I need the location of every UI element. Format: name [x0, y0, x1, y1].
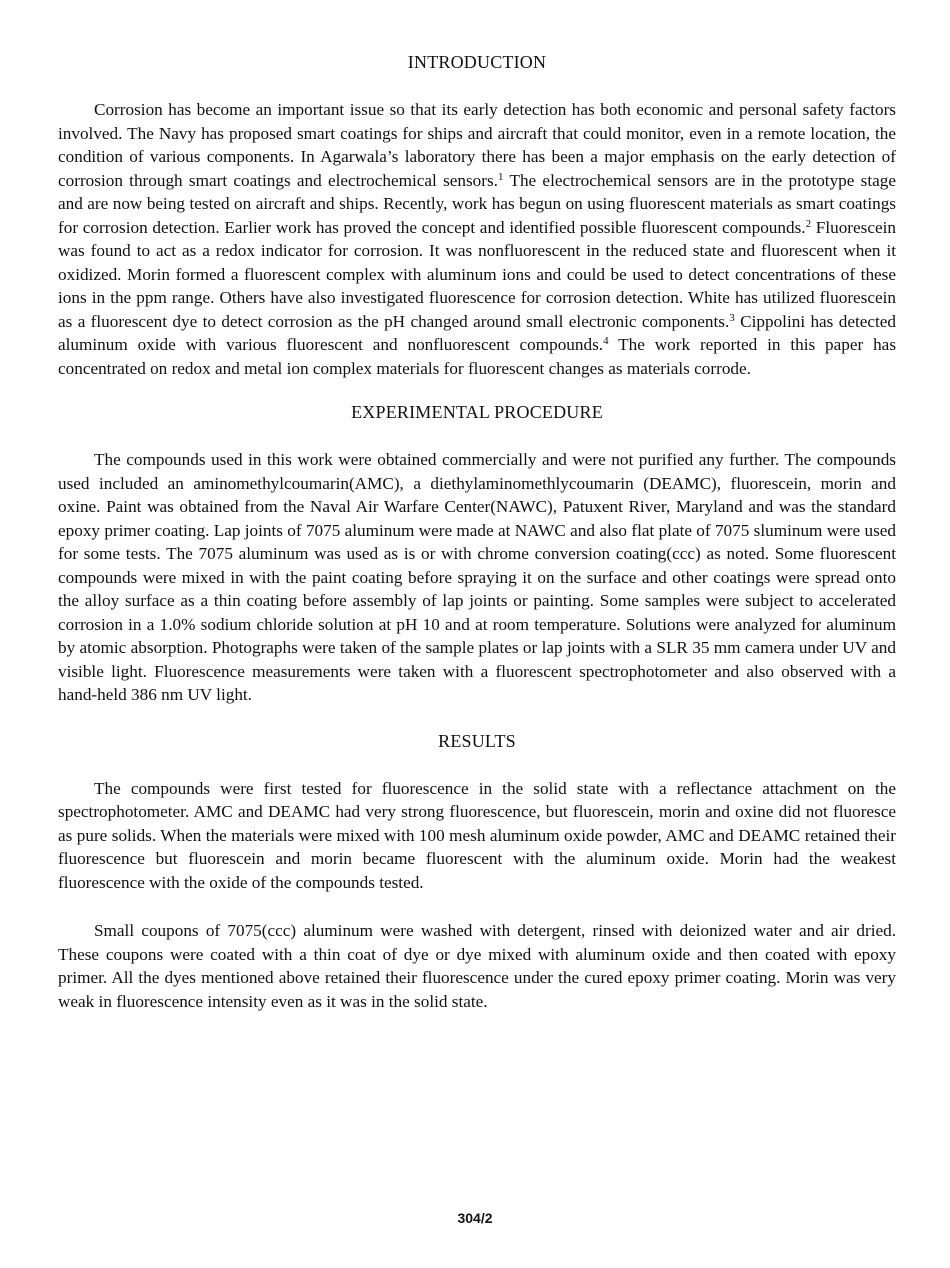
footnote-reference: 2 — [805, 217, 812, 230]
footnote-reference: 3 — [729, 311, 735, 324]
section-heading-introduction: INTRODUCTION — [407, 52, 547, 72]
text-run: Corrosion has become an important issue so that its early detection has both economic and personal safety factors involved. The Navy has proposed smart coatings for ships and aircraft that could monitor, even in a remote location, the condition of various components. In Agarwala’s laboratory there has been a major emphasis on the early detection of corrosion through smart coatings and electrochemical sensors. — [58, 100, 896, 190]
experimental-paragraph: The compounds used in this work were obtained commercially and were not purified any further. The compounds used included an aminomethylcoumarin(AMC), a diethylaminomethlycoumarin (DEAMC), fluorescein, morin and oxine. Paint was obtained from the Naval Air Warfare Center(NAWC), Patuxent River, Maryland and was the standard epoxy primer coating. Lap joints of 7075 aluminum were made at NAWC and also flat plate of 7075 sluminum were used for some tests. The 7075 aluminum was used as is or with chrome conversion coating(ccc) as noted. Some fluorescent compounds were mixed in with the paint coating before spraying it on the surface and other coatings were spread onto the alloy surface as a thin coating before assembly of lap joints or painting. Some samples were subject to accelerated corrosion in a 1.0% sodium chloride solution at pH 10 and at room temperature. Solutions were analyzed for aluminum by atomic absorption. Photographs were taken of the sample plates or lap joints with a SLR 35 mm camera under UV and visible light. Fluorescence measurements were taken with a fluorescent spectrophotometer and also observed with a hand-held 386 nm UV light. — [58, 450, 896, 704]
results-paragraph-2: Small coupons of 7075(ccc) aluminum were washed with detergent, rinsed with deionized water and air dried. These coupons were coated with a thin coat of dye or dye mixed with aluminum oxide and then coated with epoxy primer. All the dyes mentioned above retained their fluorescence under the cured epoxy primer coating. Morin was very weak in fluorescence intensity even as it was in the solid state. — [58, 921, 896, 1011]
section-heading-experimental-procedure: EXPERIMENTAL PROCEDURE — [351, 402, 603, 422]
footnote-reference: 4 — [603, 335, 609, 347]
results-paragraph-1: The compounds were first tested for fluorescence in the solid state with a reflectance attachment on the spectrophotometer. AMC and DEAMC had very strong fluorescence, but fluorescein, morin and oxine did not fluoresce as pure solids. When the materials were mixed with 100 mesh aluminum oxide powder, AMC and DEAMC retained their fluorescence but fluorescein and morin became fluorescent with the aluminum oxide. Morin had the weakest fluorescence with the oxide of the compounds tested. — [58, 778, 896, 892]
page-number: 304/2 — [457, 1210, 493, 1226]
text-run: The work reported in this paper has concentrated on redox and metal ion complex materials for fluorescent changes as materials corrode. — [58, 335, 897, 378]
section-heading-results: RESULTS — [438, 730, 516, 751]
text-run: Fluorescein was found to act as a redox indicator for corrosion. It was nonfluorescent in the reduced state and fluorescent when it oxidized. Morin formed a fluorescent complex with aluminum ions and could be used to detect concentrations of these ions in the ppm range. Others have also investigated fluorescence for corrosion detection. White has utilized fluorescein as a fluorescent dye to detect corrosion as the pH changed around small electronic components. — [58, 217, 896, 331]
introduction-paragraph — [58, 98, 896, 380]
text-run: The electrochemical sensors are in the prototype stage and are now being tested on aircraft and ships. Recently, work has begun on using fluorescent materials as smart coatings for corrosion detection. Earlier work has proved the concept and identified possible fluorescent compounds. — [58, 170, 896, 237]
text-run: Cippolini has detected aluminum oxide with various fluorescent and nonfluorescent compounds. — [58, 311, 896, 354]
document-page — [58, 48, 896, 1013]
footnote-reference: 1 — [497, 170, 504, 183]
